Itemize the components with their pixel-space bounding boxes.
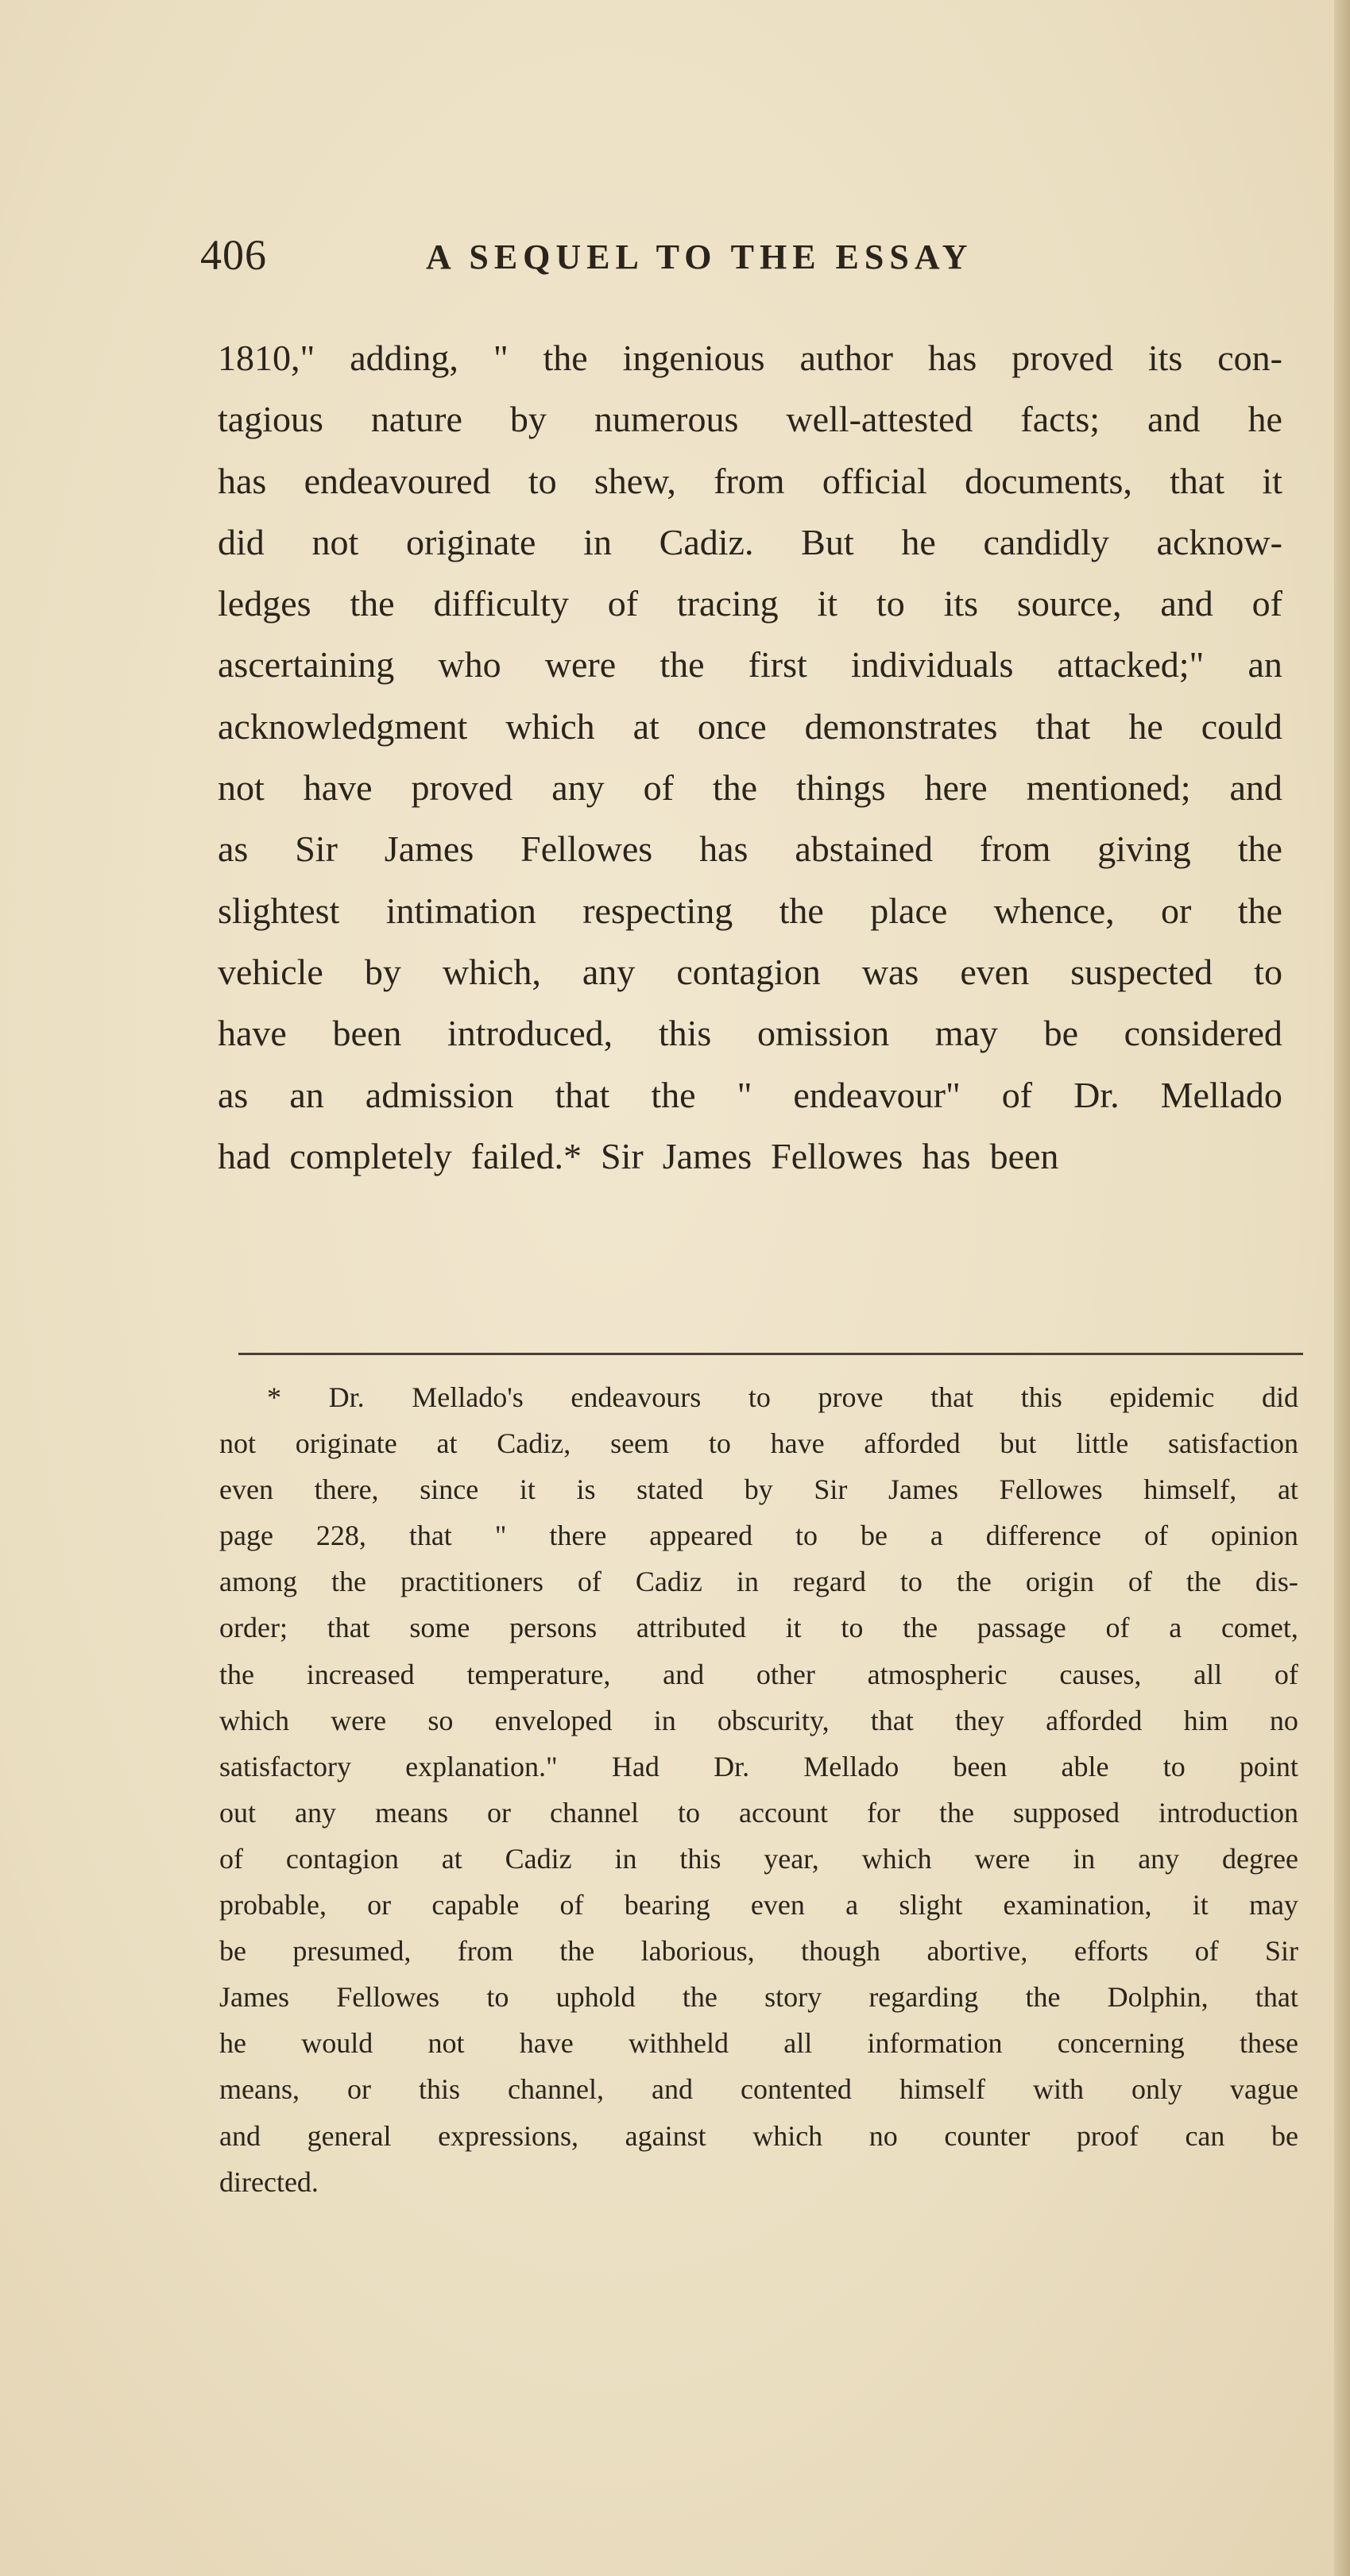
running-head: A SEQUEL TO THE ESSAY xyxy=(426,238,973,276)
body-line: acknowledgment which at once demonstrates that he could xyxy=(218,705,1282,747)
footnote xyxy=(219,1374,1298,2205)
body-line: slightest intimation respecting the place whence, or the xyxy=(218,890,1282,931)
page-gutter xyxy=(1334,0,1350,2576)
body-line: has endeavoured to shew, from official documents, that it xyxy=(218,460,1282,501)
body-line: 1810," adding, " the ingenious author has proved its con- xyxy=(218,338,1282,378)
footnote-line: among the practitioners of Cadiz in regard to the origin of the dis- xyxy=(219,1566,1298,1598)
footnote-line: James Fellowes to uphold the story regarding the Dolphin, that xyxy=(219,1981,1298,2014)
footnote-line: satisfactory explanation." Had Dr. Mellado been able to point xyxy=(219,1750,1298,1782)
body-line: vehicle by which, any contagion was even suspected to xyxy=(218,951,1282,992)
footnote-line: * Dr. Mellado's endeavours to prove that this epidemic did xyxy=(267,1381,1298,1413)
body-line: ascertaining who were the first individuals attacked;" an xyxy=(218,644,1282,686)
body-line: had completely failed.* Sir James Fellowes has been xyxy=(218,1135,1059,1176)
page-number: 406 xyxy=(200,231,267,279)
body-line: tagious nature by numerous well-attested facts; and he xyxy=(218,399,1282,440)
footnote-line: probable, or capable of bearing even a slight examination, it may xyxy=(219,1889,1298,1921)
body-line: did not originate in Cadiz. But he candidly acknow- xyxy=(218,521,1282,562)
footnote-line: order; that some persons attributed it to the passage of a comet, xyxy=(219,1612,1298,1644)
body-line: ledges the difficulty of tracing it to its source, and of xyxy=(218,583,1282,624)
footnote-line: be presumed, from the laborious, though abortive, efforts of Sir xyxy=(219,1935,1298,1968)
body-line: as an admission that the " endeavour" of Dr. Mellado xyxy=(218,1074,1282,1115)
footnote-line: which were so enveloped in obscurity, that they afforded him no xyxy=(219,1704,1298,1736)
footnote-line: he would not have withheld all information concerning these xyxy=(219,2027,1298,2060)
footnote-line: directed. xyxy=(219,2165,319,2198)
body-line: have been introduced, this omission may be considered xyxy=(218,1013,1282,1054)
page-header xyxy=(200,230,1265,286)
footnote-line: the increased temperature, and other atmospheric causes, all of xyxy=(219,1658,1298,1690)
footnote-line: means, or this channel, and contented himself with only vague xyxy=(219,2073,1298,2106)
footnote-line: and general expressions, against which no counter proof can be xyxy=(219,2119,1298,2152)
footnote-rule xyxy=(238,1353,1303,1355)
footnote-line: out any means or channel to account for the supposed introduction xyxy=(219,1796,1298,1829)
body-line: not have proved any of the things here mentioned; and xyxy=(218,767,1282,809)
footnote-line: page 228, that " there appeared to be a difference of opinion xyxy=(219,1520,1298,1552)
footnote-line: not originate at Cadiz, seem to have afforded but little satisfaction xyxy=(219,1427,1298,1460)
footnote-line: of contagion at Cadiz in this year, which were in any degree xyxy=(219,1842,1298,1875)
body-line: as Sir James Fellowes has abstained from giving the xyxy=(218,828,1282,870)
body-text xyxy=(218,327,1282,1187)
footnote-line: even there, since it is stated by Sir James Fellowes himself, at xyxy=(219,1473,1298,1506)
